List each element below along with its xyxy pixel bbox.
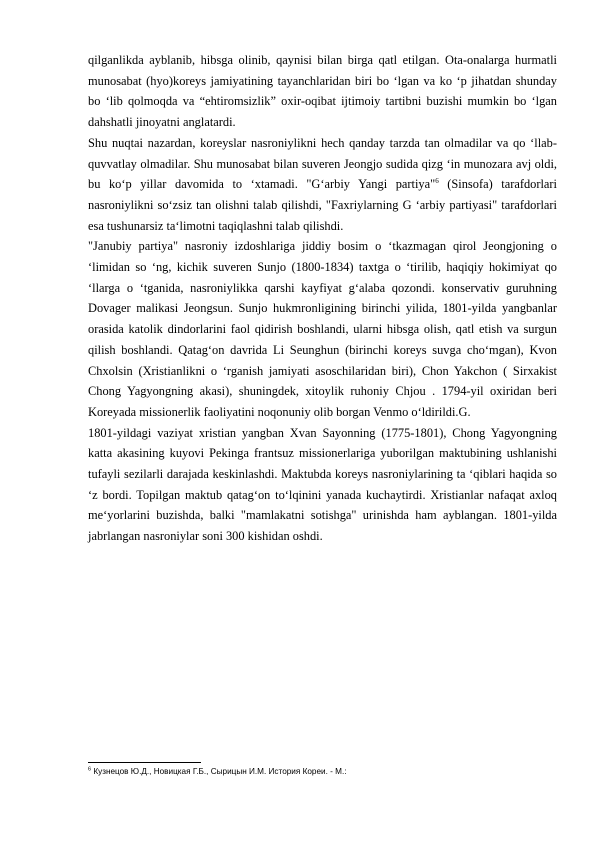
footnote-text: Кузнецов Ю.Д., Новицкая Г.Б., Сырицын И.М. История Кореи. - М.: [91,767,347,776]
paragraph-1-text: qilganlikda ayblanib, hibsga olinib, qaynisi bilan birga qatl etilgan. Ota-onalarga hurmatli munosabat (hyo)koreys jamiyatining tayanchlaridan biri bo ‘lgan va ko ‘p jihatdan shunday bo ‘lib qolmoqda va “ehtiromsizlik” oxir-oqibat ijtimoiy tartibni buzishi mumkin bo ‘lgan dahshatli jinoyatni anglatardi. [88,53,557,130]
document-body [88,50,557,547]
paragraph-3-text: "Janubiy partiya" nasroniy izdoshlariga jiddiy bosim o ‘tkazmagan qirol Jeongjoning o ‘limidan so ‘ng, kichik suveren Sunjo (1800-1834) taxtga o ‘tirilib, haqiqiy hokimiyat qo ‘llarga o ‘tganida, nasroniylikka qarshi kayfiyat g‘alaba qozondi. konservativ guruhning Dovager malikasi Jeongsun. Sunjo hukmronligining birinchi yilida, 1801-yilda yangbanlar orasida katolik dindorlarini faol qidirish boshlandi, ularni hibsga olish, qatl etish va surgun qilish boshlandi. Qatag‘on davrida Li Seunghun (birinchi koreys suvga cho‘mgan), Kvon Chxolsin (Xristianlikni o ‘rganish jamiyati asoschilaridan biri), Chon Yakchon ( Sirxakist Chong Yagyongning akasi), shuningdek, xitoylik ruhoniy Chjou . 1794-yil oxiridan beri Koreyada missionerlik faoliyatini noqonuniy olib borgan Venmo o‘ldirildi.G. [88,239,557,419]
footnote-reference[interactable]: 6 [435,177,439,186]
footnote [88,767,557,777]
paragraph-1 [88,50,557,133]
paragraph-4 [88,423,557,547]
footnote-divider [88,762,201,763]
paragraph-2-text-b: (Sinsofa) tarafdorlari nasroniylikni so‘zsiz tan olishni talab qilishdi, "Faxriylarning G ‘arbiy partiyasi" tarafdorlari esa tushunarsiz ta‘limotni taqiqlashni talab qilishdi. [88,177,557,233]
footnote-number: 6 [88,766,92,773]
paragraph-3 [88,236,557,422]
paragraph-4-text: 1801-yildagi vaziyat xristian yangban Xvan Sayonning (1775-1801), Chong Yagyongning katta akasining kuyovi Pekinga frantsuz missionerlariga yuborilgan maktubining ushlanishi tufayli sezilarli darajada keskinlashdi. Maktubda koreys nasroniylarining ta ‘qiblari haqida so ‘z bordi. Topilgan maktub qatag‘on to‘lqinini yanada kuchaytirdi. Xristianlar nafaqat axloq me‘yorlarini buzishda, balki "mamlakatni sotishga" urinishda ham ayblangan. 1801-yilda jabrlangan nasroniylar soni 300 kishidan oshdi. [88,425,557,544]
paragraph-2-text-a: Shu nuqtai nazardan, koreyslar nasroniylikni hech qanday tarzda tan olmadilar va qo ‘llab-quvvatlay olmadilar. Shu munosabat bilan suveren Jeongjo sudida qizg ‘in munozara avj oldi, bu ko‘p yillar davomida to ‘xtamadi. "G‘arbiy Yangi partiya" [88,135,557,192]
paragraph-2 [88,133,557,237]
